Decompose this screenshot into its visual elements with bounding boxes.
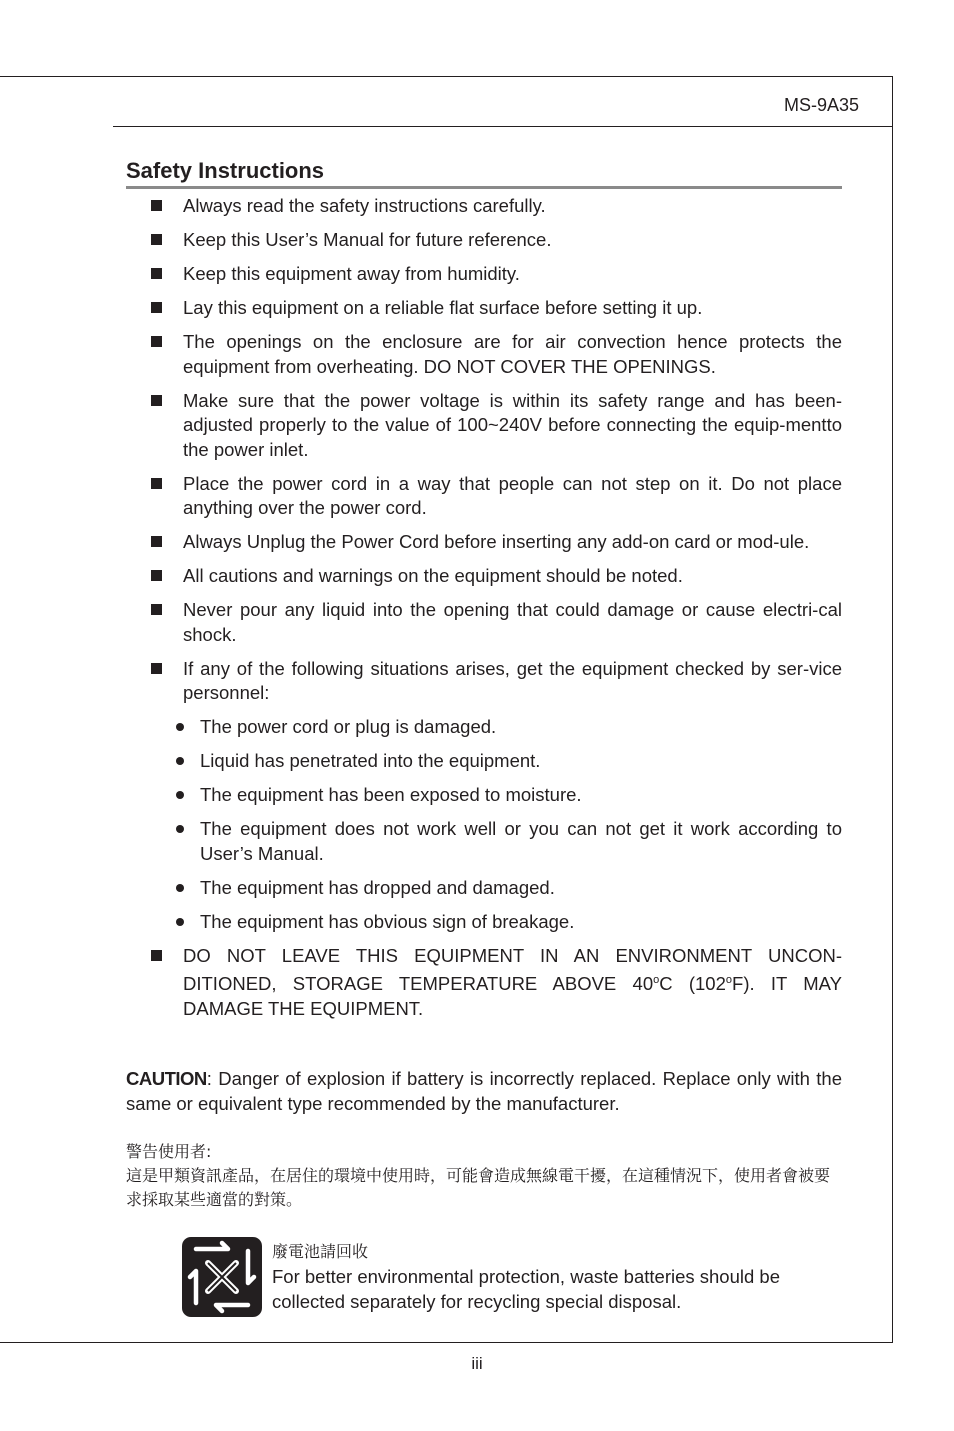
list-item: Keep this User’s Manual for future reference.	[126, 228, 842, 253]
battery-recycling-text: For better environmental protection, waste batteries should be collected separately for recycling special disposal.	[272, 1266, 781, 1312]
caution-text: : Danger of explosion if battery is incorrectly replaced. Replace only with the same or equivalent type recommended by the manufacturer.	[126, 1068, 842, 1114]
square-bullet-icon	[151, 478, 162, 489]
top-rule	[0, 76, 893, 77]
chinese-warning-heading: 警告使用者:	[126, 1142, 212, 1161]
list-item: Always Unplug the Power Cord before inserting any add-on card or mod-ule.	[126, 530, 842, 555]
square-bullet-icon	[151, 536, 162, 547]
list-item: All cautions and warnings on the equipment should be noted.	[126, 564, 842, 589]
square-bullet-icon	[151, 950, 162, 961]
list-item: Keep this equipment away from humidity.	[126, 262, 842, 287]
square-bullet-icon	[151, 268, 162, 279]
list-item: If any of the following situations arises, get the equipment checked by ser-vice personnel:	[126, 657, 842, 706]
sub-list-item: The equipment does not work well or you can not get it work according to User’s Manual.	[126, 817, 842, 866]
square-bullet-icon	[151, 234, 162, 245]
round-bullet-icon	[176, 723, 184, 731]
list-item: Always read the safety instructions carefully.	[126, 194, 842, 219]
list-item: Make sure that the power voltage is within its safety range and has been-adjusted properly to the value of 100~240V before connecting the equip-mentto the power inlet.	[126, 389, 842, 463]
round-bullet-icon	[176, 791, 184, 799]
square-bullet-icon	[151, 663, 162, 674]
bottom-rule	[0, 1342, 893, 1343]
list-item-temperature-warning: DO NOT LEAVE THIS EQUIPMENT IN AN ENVIRONMENT UNCON-DITIONED, STORAGE TEMPERATURE ABOVE 40$^o$C (102$^o$F). IT MAY DAMAGE THE EQUIPMENT.	[126, 944, 842, 1022]
right-rule	[892, 76, 893, 1342]
page-number: iii	[471, 1354, 483, 1373]
sub-list-item: The equipment has been exposed to moisture.	[126, 783, 842, 808]
round-bullet-icon	[176, 757, 184, 765]
list-item: Place the power cord in a way that people can not step on it. Do not place anything over the power cord.	[126, 472, 842, 521]
list-item: Lay this equipment on a reliable flat surface before setting it up.	[126, 296, 842, 321]
square-bullet-icon	[151, 604, 162, 615]
model-number: MS-9A35	[783, 95, 859, 115]
sub-list-item: The equipment has dropped and damaged.	[126, 876, 842, 901]
safety-list	[126, 194, 842, 1031]
section-title: Safety Instructions	[126, 158, 842, 189]
square-bullet-icon	[151, 570, 162, 581]
sub-list-item: The power cord or plug is damaged.	[126, 715, 842, 740]
sub-list-item: Liquid has penetrated into the equipment.	[126, 749, 842, 774]
battery-recycling-note	[272, 1239, 842, 1314]
caution-paragraph	[126, 1067, 842, 1116]
list-item: The openings on the enclosure are for air convection hence protects the equipment from overheating. DO NOT COVER THE OPENINGS.	[126, 330, 842, 379]
battery-recycle-icon	[182, 1237, 262, 1317]
battery-recycling-title: 廢電池請回收	[272, 1242, 369, 1261]
square-bullet-icon	[151, 395, 162, 406]
list-item: Never pour any liquid into the opening that could damage or cause electri-cal shock.	[126, 598, 842, 647]
round-bullet-icon	[176, 825, 184, 833]
chinese-warning	[126, 1140, 842, 1212]
chinese-warning-body: 這是甲類資訊產品，在居住的環境中使用時，可能會造成無線電干擾，在這種情況下，使用者會被要求採取某些適當的對策。	[126, 1166, 831, 1209]
round-bullet-icon	[176, 884, 184, 892]
caution-label: CAUTION	[126, 1068, 207, 1089]
sub-list-item: The equipment has obvious sign of breakage.	[126, 910, 842, 935]
header-rule	[113, 126, 893, 127]
round-bullet-icon	[176, 918, 184, 926]
square-bullet-icon	[151, 200, 162, 211]
square-bullet-icon	[151, 302, 162, 313]
square-bullet-icon	[151, 336, 162, 347]
